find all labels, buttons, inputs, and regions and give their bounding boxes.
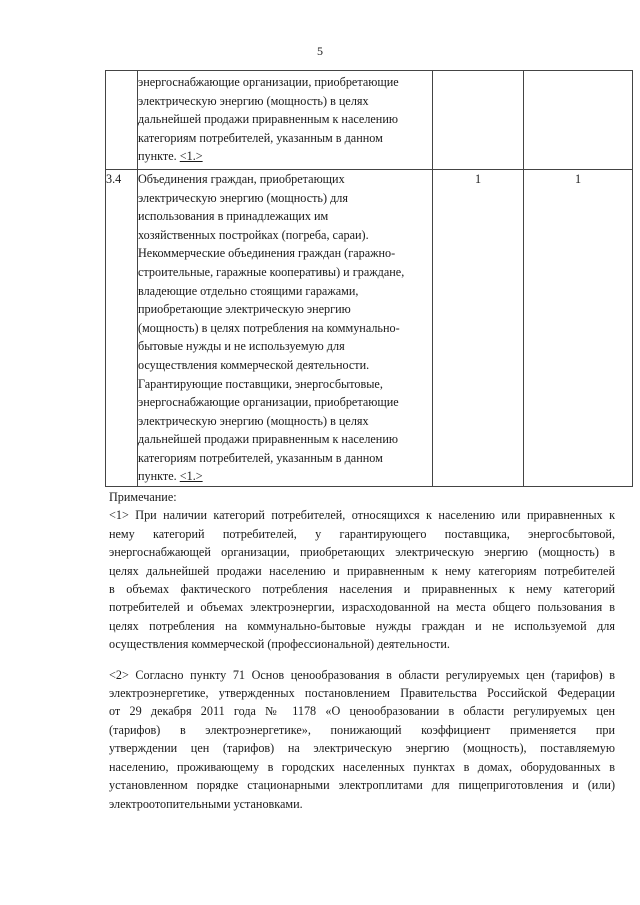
- note-line: установленном порядке стационарными электроплитами для пищеприготовления и (или): [109, 778, 615, 793]
- row-number: [106, 71, 138, 170]
- note-line: электроотопительными установками.: [109, 796, 303, 811]
- value-cell-1: 1: [433, 169, 524, 486]
- desc-line: дальнейшей продажи приравненным к населению: [138, 432, 398, 447]
- notes-section: [109, 488, 615, 813]
- desc-line: дальнейшей продажи приравненным к населению: [138, 112, 398, 127]
- note-line: потребителей и объемах электроэнергии, израсходованной на места общего пользования в: [109, 600, 615, 615]
- desc-line: Гарантирующие поставщики, энергосбытовые,: [138, 376, 383, 391]
- desc-line: Объединения граждан, приобретающих: [138, 171, 345, 186]
- desc-line: категориям потребителей, указанным в данном: [138, 450, 383, 465]
- note-line: электроэнергетике, утвержденных постановлением Правительства Российской Федерации: [109, 686, 615, 701]
- note-line: в объемах фактического потребления населения и приравненных к нему категорий: [109, 582, 615, 597]
- note-1: [109, 506, 615, 653]
- desc-line: строительные, гаражные кооперативы) и граждане,: [138, 264, 405, 279]
- desc-line: (мощность) в целях потребления на коммунально-: [138, 320, 400, 335]
- note-line: (тарифов) в электроэнергетике», понижающий коэффициент применяется при: [109, 722, 615, 737]
- desc-line: энергоснабжающие организации, приобретающие: [138, 395, 399, 410]
- table-row-continued: [106, 71, 633, 170]
- value-cell-1: [433, 71, 524, 170]
- note-line: утверждении цен (тарифов) на электрическую энергию (мощность), поставляемую: [109, 741, 615, 756]
- footnote-link[interactable]: <1.>: [179, 149, 203, 164]
- row-description: [138, 71, 433, 170]
- desc-line: электрическую энергию (мощность) для: [138, 190, 348, 205]
- desc-line: [138, 467, 432, 486]
- note-line: энергоснабжающей организации, приобретающих электрическую энергию (мощность) в: [109, 545, 615, 560]
- page-number: 5: [317, 44, 323, 58]
- note-line: осуществления коммерческой (профессиональной) деятельности.: [109, 637, 450, 652]
- notes-heading: Примечание:: [109, 490, 177, 504]
- note-2: [109, 666, 615, 813]
- value-cell-2: [524, 71, 633, 170]
- desc-line: приобретающие электрическую энергию: [138, 302, 351, 317]
- desc-line: использования в принадлежащих им: [138, 209, 329, 224]
- note-line: <2> Согласно пункту 71 Основ ценообразования в области регулируемых цен (тарифов) в: [109, 667, 615, 682]
- desc-line-text: пункте.: [138, 469, 180, 484]
- table-row-3-4: [106, 169, 633, 486]
- note-line: целях дальнейшей продажи населению и приравненным к нему категориям потребителей: [109, 563, 615, 578]
- desc-line: владеющие отдельно стоящими гаражами,: [138, 283, 359, 298]
- desc-line: категориям потребителей, указанным в данном: [138, 130, 383, 145]
- note-line: от 29 декабря 2011 года № 1178 «О ценообразовании в области регулируемых цен: [109, 704, 615, 719]
- desc-line: хозяйственных постройках (погреба, сараи).: [138, 227, 369, 242]
- desc-line: энергоснабжающие организации, приобретающие: [138, 75, 399, 89]
- desc-line: [138, 147, 432, 166]
- footnote-link[interactable]: <1.>: [179, 469, 203, 484]
- desc-line: осуществления коммерческой деятельности.: [138, 357, 370, 372]
- note-line: целях потребления на коммунально-бытовые нужды граждан и не используемой для: [109, 618, 615, 633]
- row-number: 3.4: [106, 169, 138, 486]
- value-cell-2: 1: [524, 169, 633, 486]
- desc-line-text: пункте.: [138, 149, 180, 164]
- desc-line: Некоммерческие объединения граждан (гаражно-: [138, 246, 396, 261]
- desc-line: электрическую энергию (мощность) в целях: [138, 93, 369, 108]
- note-line: населению, проживающему в городских населенных пунктах в домах, оборудованных в: [109, 759, 615, 774]
- note-line: нему категорий потребителей, у гарантирующего поставщика, энергосбытовой,: [109, 526, 615, 541]
- desc-line: бытовые нужды и не используемую для: [138, 339, 345, 354]
- desc-line: электрическую энергию (мощность) в целях: [138, 413, 369, 428]
- note-line: <1> При наличии категорий потребителей, относящихся к населению или приравненных к: [109, 508, 615, 523]
- row-description: [138, 169, 433, 486]
- tariff-table: [105, 70, 633, 487]
